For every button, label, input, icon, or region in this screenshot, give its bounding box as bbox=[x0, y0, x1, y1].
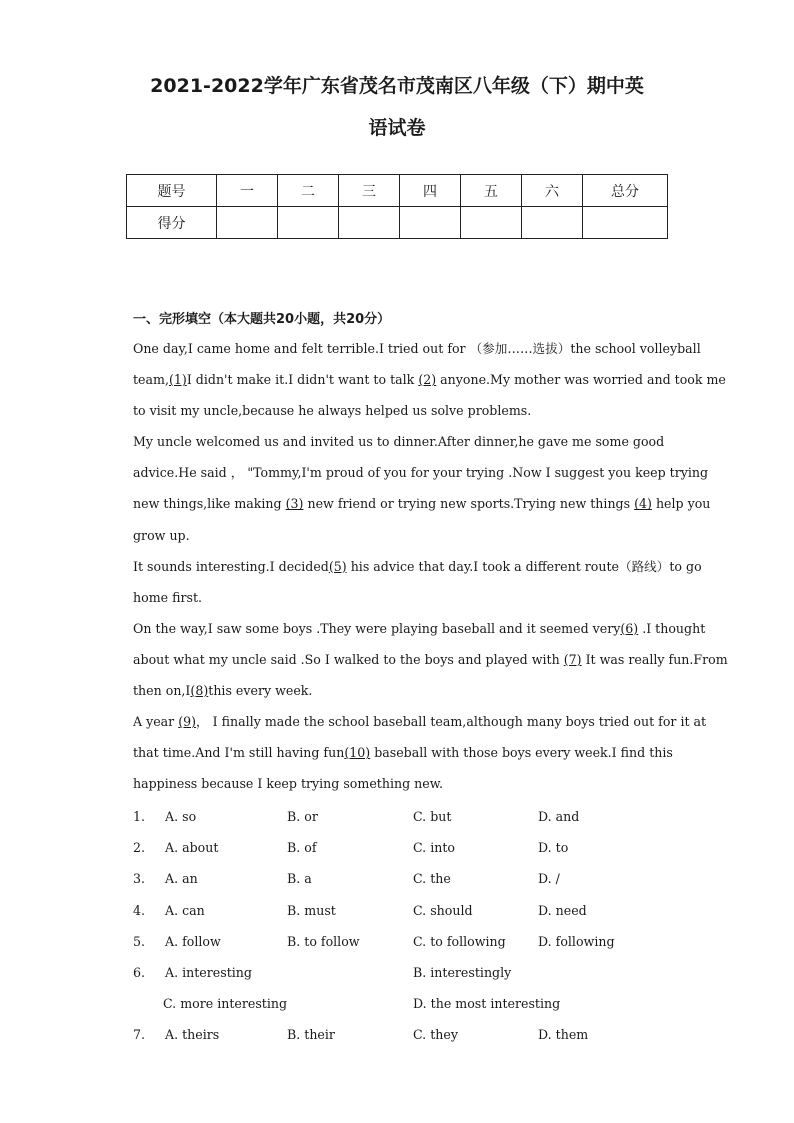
question-1 bbox=[133, 801, 693, 832]
question-7 bbox=[133, 1019, 693, 1050]
option-b: B. to follow bbox=[287, 934, 360, 949]
header-cell: 题号 bbox=[127, 175, 217, 207]
score-cell bbox=[583, 207, 668, 239]
option-d: D. the most interesting bbox=[413, 996, 561, 1011]
header-cell: 五 bbox=[461, 175, 522, 207]
option-a: A. theirs bbox=[165, 1027, 220, 1042]
option-c: C. should bbox=[413, 903, 473, 918]
passage-line bbox=[133, 675, 663, 706]
text-span: A year bbox=[133, 714, 179, 730]
score-cell bbox=[217, 207, 278, 239]
text-span: baseball with those boys every week.I find this bbox=[370, 745, 673, 761]
blank-1: (1) bbox=[168, 372, 187, 388]
question-6-row2 bbox=[133, 988, 693, 1019]
text-span: this every week. bbox=[208, 683, 313, 699]
text-span: ， I finally made the school baseball team,although many boys tried out for it at bbox=[196, 714, 707, 730]
blank-3: (3) bbox=[285, 496, 304, 512]
blank-7: (7) bbox=[563, 651, 582, 667]
blank-6: (6) bbox=[620, 620, 639, 636]
option-b: B. of bbox=[287, 840, 317, 855]
option-c: C. into bbox=[413, 840, 455, 855]
blank-2: (2) bbox=[418, 372, 437, 388]
option-c: C. to following bbox=[413, 934, 506, 949]
blank-10: (10) bbox=[344, 745, 371, 761]
text-span: about what my uncle said .So I walked to the boys and played with bbox=[133, 651, 564, 667]
header-cell: 总分 bbox=[583, 175, 668, 207]
option-a: A. can bbox=[165, 903, 205, 918]
text-span: It was really fun.From bbox=[581, 651, 728, 667]
option-d: D. / bbox=[538, 871, 560, 886]
question-number: 3. bbox=[133, 871, 146, 886]
score-table-header-row bbox=[127, 175, 668, 207]
question-number: 4. bbox=[133, 903, 146, 918]
passage-line bbox=[133, 613, 706, 644]
section-heading: 一、完形填空（本大题共20小题，共20分） bbox=[133, 312, 391, 327]
text-span: anyone.My mother was worried and took me bbox=[436, 372, 726, 388]
text-span: On the way,I saw some boys .They were playing baseball and it seemed very bbox=[133, 620, 621, 636]
score-cell bbox=[400, 207, 461, 239]
passage-line: home first. bbox=[133, 589, 203, 605]
option-a: A. follow bbox=[165, 934, 221, 949]
header-cell: 一 bbox=[217, 175, 278, 207]
cloze-passage bbox=[133, 333, 728, 799]
option-d: D. them bbox=[538, 1027, 589, 1042]
header-cell: 三 bbox=[339, 175, 400, 207]
score-table-score-row bbox=[127, 207, 668, 239]
question-5 bbox=[133, 926, 693, 957]
passage-line bbox=[133, 737, 673, 768]
score-table bbox=[126, 174, 668, 239]
page-title-line2: 语试卷 bbox=[368, 117, 426, 139]
text-span: his advice that day.I took a different route（路线）to go bbox=[346, 558, 702, 574]
header-cell: 四 bbox=[400, 175, 461, 207]
text-span: I didn't make it.I didn't want to talk bbox=[186, 372, 419, 388]
question-4 bbox=[133, 895, 693, 926]
passage-line: happiness because I keep trying something new. bbox=[133, 776, 444, 792]
option-a: A. interesting bbox=[165, 965, 252, 980]
option-d: D. and bbox=[538, 809, 580, 824]
blank-4: (4) bbox=[634, 496, 652, 512]
text-span: .I thought bbox=[638, 620, 706, 636]
question-number: 1. bbox=[133, 809, 146, 824]
passage-line bbox=[133, 644, 728, 675]
option-d: D. following bbox=[538, 934, 615, 949]
passage-line bbox=[133, 364, 726, 395]
question-number: 7. bbox=[133, 1027, 146, 1042]
text-span: team, bbox=[133, 372, 169, 388]
option-a: A. about bbox=[165, 840, 219, 855]
question-2 bbox=[133, 832, 693, 863]
text-span: then on,I bbox=[133, 683, 191, 699]
blank-9: (9) bbox=[178, 714, 197, 730]
header-cell: 二 bbox=[278, 175, 339, 207]
option-c: C. more interesting bbox=[163, 996, 288, 1011]
score-cell bbox=[278, 207, 339, 239]
option-b: B. their bbox=[287, 1027, 335, 1042]
question-number: 6. bbox=[133, 965, 146, 980]
passage-line bbox=[133, 706, 707, 737]
blank-5: (5) bbox=[328, 558, 347, 574]
question-number: 5. bbox=[133, 934, 146, 949]
score-cell bbox=[339, 207, 400, 239]
option-c: C. they bbox=[413, 1027, 458, 1042]
option-a: A. so bbox=[165, 809, 197, 824]
text-span: help you bbox=[651, 496, 711, 512]
passage-line bbox=[133, 551, 702, 582]
option-b: B. must bbox=[287, 903, 336, 918]
option-c: C. but bbox=[413, 809, 452, 824]
option-a: A. an bbox=[165, 871, 198, 886]
question-6 bbox=[133, 957, 693, 988]
blank-8: (8) bbox=[190, 683, 209, 699]
header-cell: 六 bbox=[522, 175, 583, 207]
text-span: new things,like making bbox=[133, 496, 286, 512]
option-b: B. interestingly bbox=[413, 965, 512, 980]
question-number: 2. bbox=[133, 840, 146, 855]
passage-line: My uncle welcomed us and invited us to dinner.After dinner,he gave me some good bbox=[133, 434, 665, 450]
passage-line: One day,I came home and felt terrible.I tried out for （参加……选拔）the school volleyball bbox=[133, 341, 701, 356]
option-d: D. to bbox=[538, 840, 569, 855]
option-b: B. or bbox=[287, 809, 318, 824]
passage-line: to visit my uncle,because he always helped us solve problems. bbox=[133, 403, 532, 419]
option-d: D. need bbox=[538, 903, 587, 918]
passage-line: grow up. bbox=[133, 527, 190, 543]
text-span: It sounds interesting.I decided bbox=[133, 558, 329, 574]
text-span: that time.And I'm still having fun bbox=[133, 745, 345, 761]
text-span: new friend or trying new sports.Trying new things bbox=[303, 496, 635, 512]
option-b: B. a bbox=[287, 871, 312, 886]
passage-line bbox=[133, 488, 711, 519]
question-3 bbox=[133, 863, 693, 894]
row-label-cell: 得分 bbox=[127, 207, 217, 239]
score-cell bbox=[461, 207, 522, 239]
passage-line: advice.He said ， "Tommy,I'm proud of you for your trying .Now I suggest you keep trying bbox=[133, 465, 709, 481]
page-title-line1: 2021-2022学年广东省茂名市茂南区八年级（下）期中英 bbox=[150, 75, 644, 97]
option-c: C. the bbox=[413, 871, 451, 886]
score-cell bbox=[522, 207, 583, 239]
